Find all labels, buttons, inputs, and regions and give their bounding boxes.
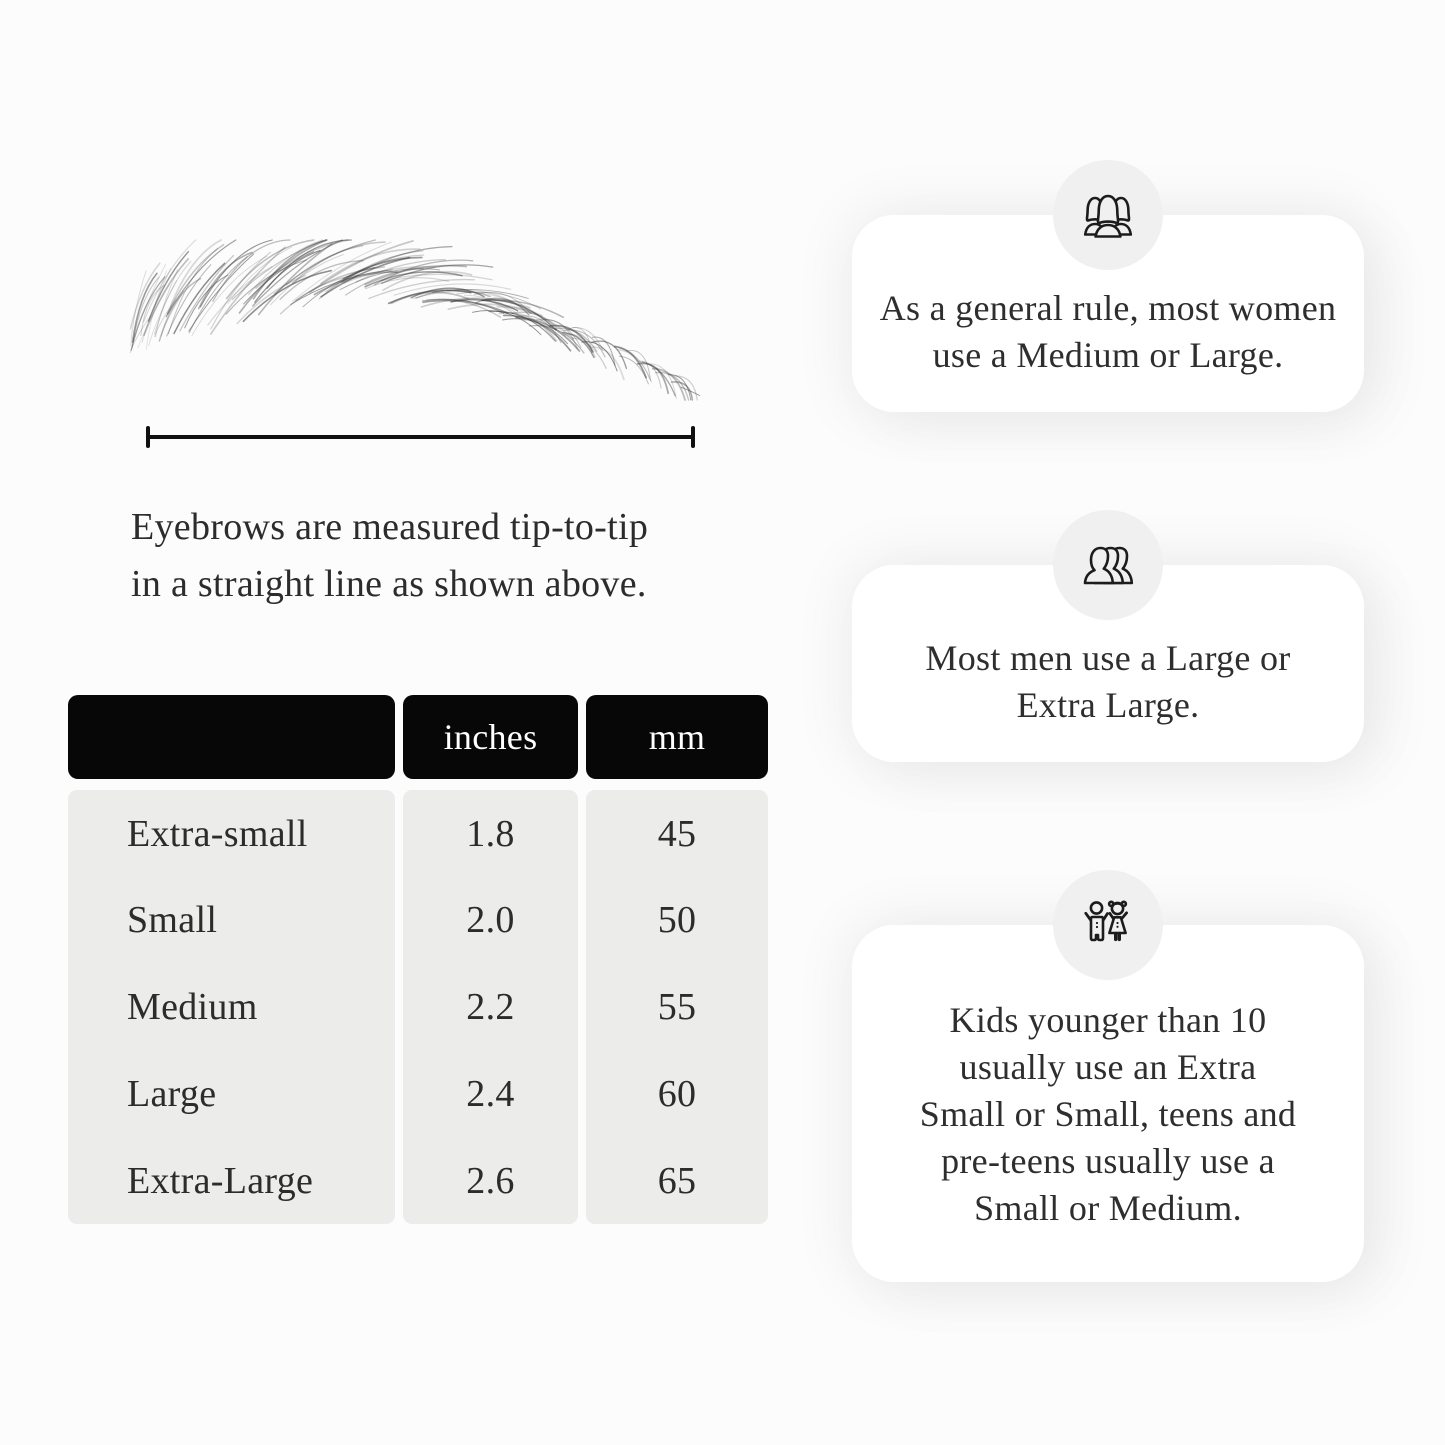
card-text-line: As a general rule, most women	[879, 288, 1337, 328]
table-header-inches: inches	[403, 695, 578, 779]
men-group-icon	[1076, 533, 1140, 597]
mm-value-cell: 65	[657, 1159, 697, 1202]
table-row	[68, 877, 768, 964]
size-table	[68, 695, 768, 1225]
card-text	[852, 635, 1364, 729]
size-label-cell: Small	[127, 899, 218, 942]
info-card-kids	[852, 925, 1364, 1282]
card-text-line: Small or Medium.	[974, 1188, 1242, 1228]
table-row	[68, 1137, 768, 1224]
eyebrow-illustration	[112, 236, 700, 406]
icon-circle	[1053, 870, 1163, 980]
size-label-cell: Large	[127, 1072, 217, 1115]
table-row	[68, 790, 768, 877]
card-text-line: pre-teens usually use a	[941, 1141, 1275, 1181]
inches-value-cell: 1.8	[466, 812, 515, 855]
size-label-cell: Extra-Large	[127, 1159, 314, 1202]
inches-value-cell: 2.2	[466, 986, 515, 1029]
card-text-line: Small or Small, teens and	[919, 1094, 1297, 1134]
inches-value-cell: 2.6	[466, 1159, 515, 1202]
card-text	[852, 285, 1364, 379]
table-row	[68, 1050, 768, 1137]
card-text-line: use a Medium or Large.	[932, 335, 1284, 375]
card-text-line: Kids younger than 10	[949, 1000, 1267, 1040]
children-icon	[1076, 893, 1140, 957]
card-text	[852, 997, 1364, 1232]
card-text-line: usually use an Extra	[959, 1047, 1257, 1087]
measurement-line-bar	[146, 435, 695, 439]
measurement-line-right-cap	[691, 426, 695, 448]
card-text-line: Extra Large.	[1016, 685, 1200, 725]
icon-circle	[1053, 510, 1163, 620]
table-row	[68, 964, 768, 1051]
inches-value-cell: 2.0	[466, 899, 515, 942]
table-header-size	[68, 695, 395, 779]
table-header-mm: mm	[586, 695, 768, 779]
eyebrow-sketch	[112, 236, 700, 406]
inches-value-cell: 2.4	[466, 1072, 515, 1115]
measurement-line	[146, 426, 695, 448]
mm-value-cell: 55	[657, 986, 697, 1029]
info-card-men	[852, 565, 1364, 762]
size-label-cell: Extra-small	[127, 812, 308, 855]
size-label-cell: Medium	[127, 986, 258, 1029]
women-group-icon	[1076, 183, 1140, 247]
mm-value-cell: 45	[657, 812, 697, 855]
info-card-women	[852, 215, 1364, 412]
card-text-line: Most men use a Large or	[925, 638, 1291, 678]
measurement-caption	[131, 499, 648, 613]
mm-value-cell: 50	[657, 899, 697, 942]
caption-line-2: in a straight line as shown above.	[131, 563, 647, 605]
caption-line-1: Eyebrows are measured tip-to-tip	[131, 506, 649, 548]
mm-value-cell: 60	[657, 1072, 697, 1115]
icon-circle	[1053, 160, 1163, 270]
